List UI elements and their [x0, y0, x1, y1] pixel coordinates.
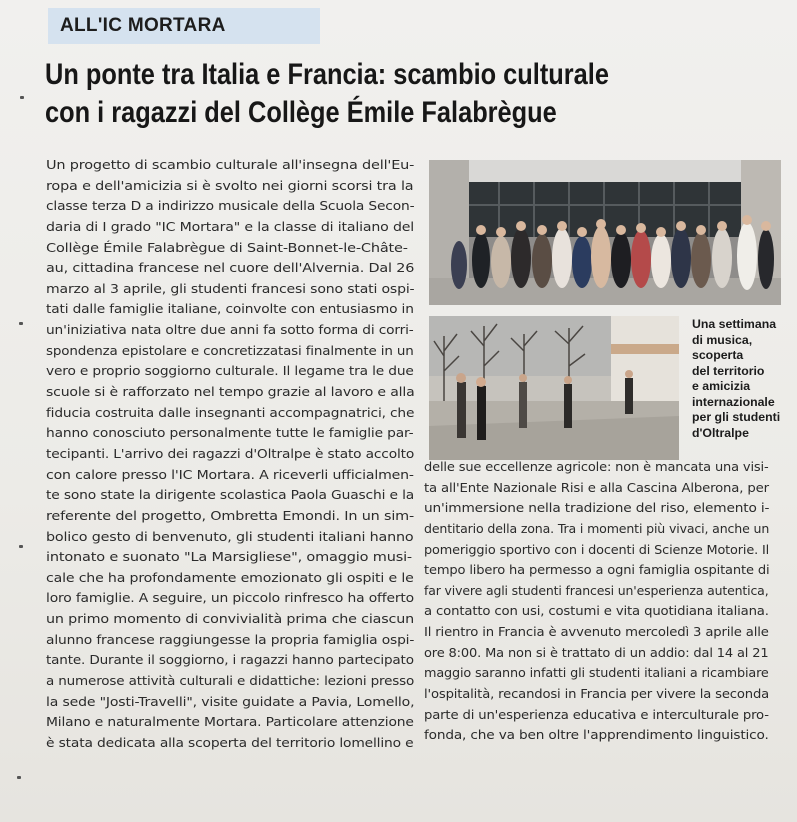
body-line: classe terza D a indirizzo musicale della Scuola Secon-	[46, 198, 415, 214]
margin-speck	[19, 545, 23, 548]
body-line: scuole si è rafforzato nel tempo grazie al lavoro e alla	[46, 384, 415, 400]
section-label-text: ALL'IC MORTARA	[60, 15, 226, 36]
body-line: dentitario della zona. Tra i momenti più vivaci, anche un	[424, 520, 770, 536]
body-line: parte di un'esperienza educativa e interculturale pro-	[424, 706, 769, 722]
body-line: loro famiglie. A seguire, un piccolo rinfresco ha offerto	[46, 590, 414, 606]
body-line: au, cittadina francese nel cuore dell'Alvernia. Dal 26	[46, 260, 415, 276]
body-line: ta all'Ente Nazionale Risi e alla Cascina Alberona, per	[424, 479, 769, 495]
margin-speck	[20, 96, 24, 99]
margin-speck	[17, 776, 21, 779]
body-line: delle sue eccellenze agricole: non è mancata una visi-	[424, 459, 769, 474]
body-line: a numerose attività culturali e didattiche: lezioni presso	[46, 673, 415, 689]
body-line: far vivere agli studenti francesi un'esperienza autentica,	[424, 582, 769, 598]
caption-line: per gli studenti	[692, 410, 781, 424]
body-line: ore 8:00. Ma non si è trattato di un addio: dal 14 al 21	[424, 644, 769, 660]
body-line: ropa e dell'amicizia si è svolto nei giorni scorsi tra la	[46, 177, 414, 193]
body-line: alunno francese raggiungesse la propria famiglia ospi-	[46, 631, 415, 647]
caption-line: scoperta	[692, 348, 744, 362]
body-line: spondenza epistolare e concretizzatasi finalmente in un	[46, 342, 414, 358]
body-line: un primo momento di convivialità prima che ciascun	[46, 611, 415, 627]
body-line: Il rientro in Francia è avvenuto mercoledì 3 aprile alle	[424, 624, 769, 640]
headline-line-2: con i ragazzi del Collège Émile Falabrègue	[45, 96, 557, 129]
body-line: maggio saranno infatti gli studenti italiani a ricambiare	[424, 665, 769, 681]
caption-line: d'Oltralpe	[692, 425, 749, 440]
street-photo	[429, 316, 679, 460]
body-line: intonato e suonato "La Marsigliese", omaggio musi-	[46, 549, 413, 565]
body-line: marzo al 3 aprile, gli studenti francesi sono stati ospi-	[46, 280, 415, 296]
article-body-right-column	[424, 457, 769, 746]
section-label	[48, 8, 320, 44]
body-line: daria di I grado "IC Mortara" e la classe di italiano del	[46, 218, 415, 234]
body-line: Un progetto di scambio culturale all'insegna dell'Eu-	[46, 157, 415, 172]
body-line: bolico gesto di benvenuto, gli studenti italiani hanno	[46, 528, 414, 544]
body-line: vero e proprio soggiorno culturale. Il legame tra le due	[46, 363, 414, 379]
caption-line: e amicizia	[692, 379, 751, 393]
body-line: fonda, che va ben oltre l'apprendimento linguistico.	[424, 727, 769, 743]
body-line: tati dalle famiglie italiane, coinvolte con entusiasmo in	[46, 301, 414, 317]
group-photo	[429, 160, 781, 305]
caption-line: di musica,	[692, 332, 753, 347]
body-line: Milano e naturalmente Mortara. Particolare attenzione	[46, 714, 414, 730]
body-line: referente del progetto, Ombretta Emondi. In un sim-	[46, 507, 415, 523]
article-headline	[45, 56, 664, 132]
caption-line: Una settimana	[692, 317, 777, 331]
body-line: te sono state la dirigente scolastica Paola Guaschi e la	[46, 487, 415, 503]
body-line: hanno conosciuto personalmente tutte le famiglie par-	[46, 425, 414, 441]
body-line: a contatto con usi, costumi e vita quotidiana italiana.	[424, 603, 769, 619]
body-line: cale che ha profondamente emozionato gli ospiti e le	[46, 569, 414, 585]
body-line: un'iniziativa nata oltre due anni fa sotto forma di corri-	[46, 322, 414, 338]
body-line: l'ospitalità, recandosi in Francia per vivere la seconda	[424, 686, 770, 702]
body-line: è stata dedicata alla scoperta del territorio lomellino e	[46, 734, 414, 750]
body-line: con calore presso l'IC Mortara. A riceverli ufficialmen-	[46, 466, 414, 482]
margin-speck	[19, 322, 23, 325]
article-body-left-column	[46, 155, 414, 754]
body-line: un'immersione nella tradizione del riso, elemento i-	[424, 500, 770, 516]
body-line: fiducia costruita dalle insegnanti accompagnatrici, che	[46, 404, 415, 420]
body-line: Collège Émile Falabrègue di Saint-Bonnet-le-Châte-	[46, 239, 408, 255]
body-line: tante. Durante il soggiorno, i ragazzi hanno partecipato	[46, 652, 414, 668]
body-line: tempo libero ha permesso a ogni famiglia ospitante di	[424, 562, 770, 578]
caption-line: internazionale	[692, 394, 775, 409]
photo-caption	[692, 317, 794, 441]
caption-line: del territorio	[692, 363, 765, 378]
body-line: pomeriggio sportivo con i docenti di Scienze Motorie. Il	[424, 541, 769, 557]
body-line: la sede "Josti-Travelli", visite guidate a Pavia, Lomello,	[46, 693, 415, 709]
headline-line-1: Un ponte tra Italia e Francia: scambio culturale	[45, 58, 609, 91]
body-line: tecipanti. L'arrivo dei ragazzi d'Oltralpe è stato accolto	[46, 445, 415, 461]
